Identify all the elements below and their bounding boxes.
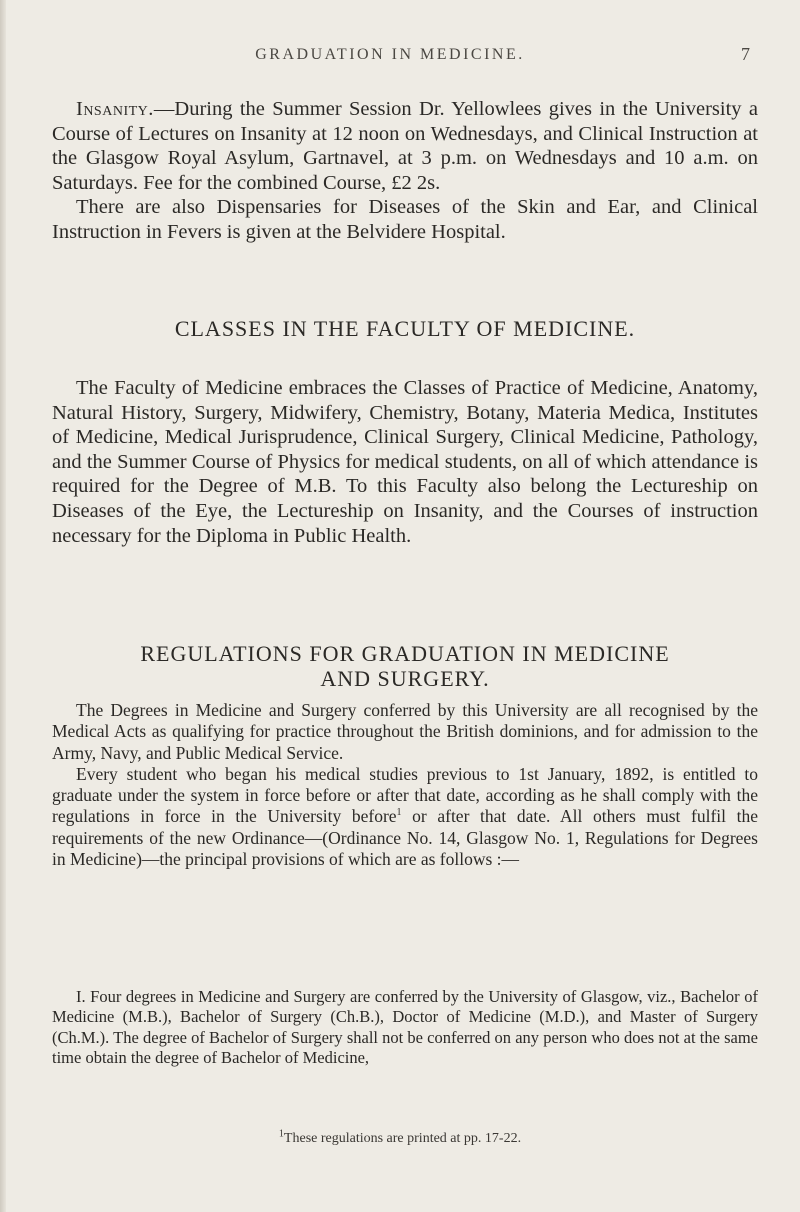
regulations-heading — [52, 641, 758, 691]
classes-heading: CLASSES IN THE FACULTY OF MEDICINE. — [174, 316, 636, 341]
entitlement-paragraph — [52, 764, 758, 870]
classes-section — [52, 376, 758, 548]
footnote-reference: 1 — [396, 807, 402, 819]
dispensaries-paragraph: There are also Dispensaries for Diseases of the Skin and Ear, and Clinical Instruction in Fevers is given at the Belvidere Hospital. — [52, 196, 758, 243]
insanity-section — [52, 97, 758, 245]
regulation-item-1 — [52, 970, 758, 1085]
insanity-body: —During the Summer Session Dr. Yellowlees gives in the University a Course of Lectures on Insanity at 12 noon on Wednesdays, and Clinical Instruction at the Glasgow Royal Asylum, Gartnavel, at 3 p.m. on Wednesdays and 10 a.m. on Saturdays. Fee for the combined Course, £2 2s. — [52, 98, 758, 194]
insanity-paragraph — [52, 97, 758, 195]
classes-paragraph: The Faculty of Medicine embraces the Classes of Practice of Medicine, Anatomy, Natural History, Surgery, Midwifery, Chemistry, Botany, Materia Medica, Institutes of Medicine, Medical Jurisprudence, Clinical Surgery, Clinical Medicine, Pathology, and the Summer Course of Physics for medical students, on all of which attendance is required for the Degree of M.B. To this Faculty also belong the Lectureship on Diseases of the Eye, the Lectureship on Insanity, and the Courses of instruction necessary for the Diploma in Public Health. — [52, 377, 758, 547]
item-1-paragraph: I. Four degrees in Medicine and Surgery are conferred by the University of Glasgow, viz., Bachelor of Medicine (M.B.), Bachelor of Surgery (Ch.B.), Doctor of Medicine (M.D.), and Master of Surgery (Ch.M.). The degree of Bachelor of Surgery shall not be conferred on any person who does not at the same time obtain the degree of Bachelor of Medicine, — [52, 986, 758, 1068]
footnote-mark: 1 — [278, 1128, 284, 1140]
page-number: 7 — [741, 44, 750, 64]
regulations-intro — [52, 700, 758, 870]
regulations-heading-line2: AND SURGERY. — [320, 666, 490, 691]
entitlement-text-a: Every student who began his medical studies previous to 1st January, 1892, is entitled to graduate under the system in force before or after that date, according as he shall comply with the regulations in force in the University before — [52, 763, 758, 827]
footnote-text: These regulations are printed at pp. 17-22. — [283, 1131, 522, 1146]
footnote — [0, 1128, 800, 1147]
entitlement-text-b: or after that date. All others must fulfil the requirements of the new Ordinance—(Ordinance No. 14, Glasgow No. 1, Regulations for Degrees in Medicine)—the principal provisions of which are as follows :— — [52, 806, 759, 870]
regulations-heading-line1: REGULATIONS FOR GRADUATION IN MEDICINE — [140, 641, 670, 666]
running-head: GRADUATION IN MEDICINE. — [255, 46, 525, 63]
page-edge-shadow — [0, 0, 6, 1212]
insanity-lead: Insanity. — [76, 98, 154, 120]
degrees-recognised-paragraph: The Degrees in Medicine and Surgery conferred by this University are all recognised by the Medical Acts as qualifying for practice throughout the British dominions, and for admission to the Army, Navy, and Public Medical Service. — [52, 700, 758, 763]
